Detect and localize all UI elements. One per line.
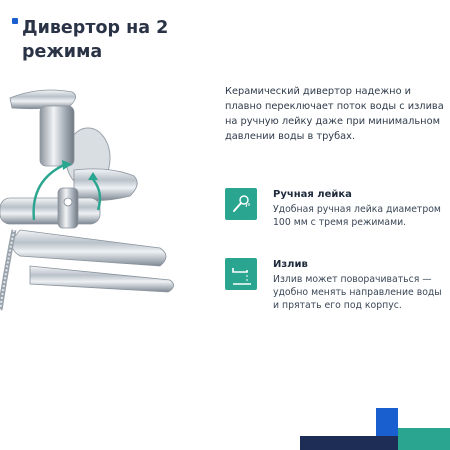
page-title: Дивертор на 2 режима	[22, 18, 169, 62]
feature-description: Излив может поворачиваться — удобно менять направление воды и прятать его под корпус.	[273, 274, 442, 311]
feature-title: Ручная лейка	[273, 189, 352, 200]
spout-icon	[225, 258, 257, 290]
decor-teal-block	[398, 428, 450, 450]
decor-blue-block	[376, 408, 398, 436]
decor-navy-block	[300, 436, 398, 450]
brand-mark	[12, 18, 18, 24]
diverter-description: Керамический дивертор надежно и плавно переключает поток воды с излива на ручную лейку даже при минимальном давлении воды в трубах.	[225, 86, 444, 142]
feature-description: Удобная ручная лейка диаметром 100 мм с тремя режимами.	[273, 204, 441, 228]
hand-shower-icon	[225, 188, 257, 220]
faucet-product-image	[0, 80, 200, 330]
feature-title: Излив	[273, 259, 308, 270]
